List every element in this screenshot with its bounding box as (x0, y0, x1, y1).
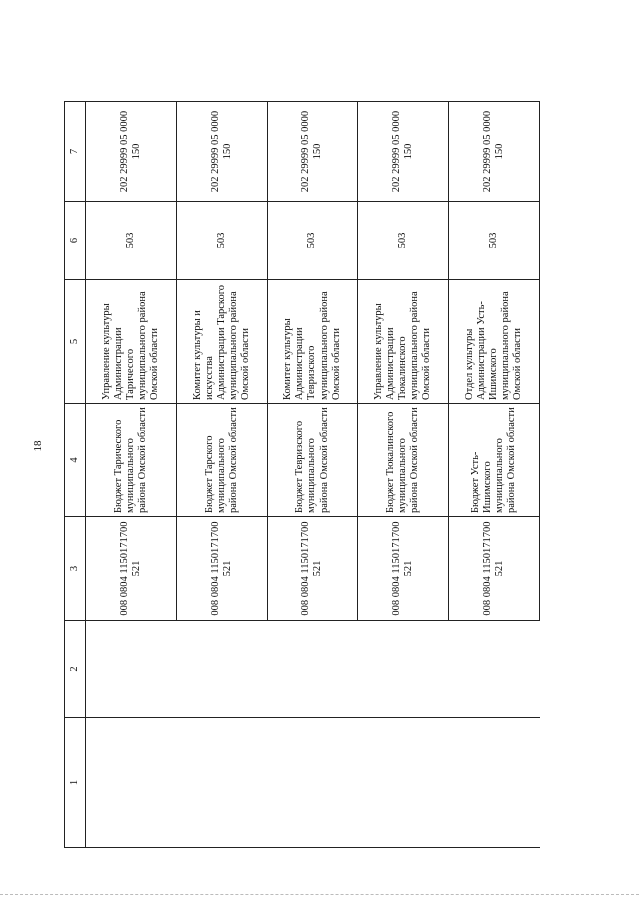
cell-col-2 (267, 621, 358, 718)
cell-budget: Бюджет Тарического муниципального района Омской области (86, 404, 177, 517)
scan-edge-divider (0, 894, 639, 895)
cell-admin-code: 503 (176, 202, 267, 280)
cell-col-2 (86, 621, 177, 718)
cell-revenue-code: 202 29999 05 0000 150 (176, 102, 267, 202)
cell-code: 008 0804 1150171700 521 (86, 517, 177, 621)
cell-revenue-code: 202 29999 05 0000 150 (449, 102, 540, 202)
header-row (65, 102, 86, 848)
cell-admin-code: 503 (449, 202, 540, 280)
table-row (449, 102, 540, 848)
header-col-3: 3 (65, 517, 86, 621)
table-row (267, 102, 358, 848)
cell-administrator: Отдел культуры Администрации Усть-Ишимского муниципального района Омской области (449, 280, 540, 404)
cell-code: 008 0804 1150171700 521 (449, 517, 540, 621)
cell-revenue-code: 202 29999 05 0000 150 (86, 102, 177, 202)
cell-col-1 (176, 718, 267, 848)
cell-col-1 (267, 718, 358, 848)
rotated-table-canvas (64, 102, 540, 848)
cell-col-2 (176, 621, 267, 718)
cell-administrator: Управление культуры Администрации Таричесого муниципального района Омской области (86, 280, 177, 404)
cell-revenue-code: 202 29999 05 0000 150 (267, 102, 358, 202)
header-col-6: 6 (65, 202, 86, 280)
header-col-4: 4 (65, 404, 86, 517)
table-row (176, 102, 267, 848)
cell-code: 008 0804 1150171700 521 (176, 517, 267, 621)
table-row (86, 102, 177, 848)
cell-administrator: Комитет культуры и искусства Администрации Тарского муниципального района Омской области (176, 280, 267, 404)
cell-col-1 (358, 718, 449, 848)
cell-administrator: Управление культуры Администрации Тюкалинского муниципального района Омской области (358, 280, 449, 404)
header-col-5: 5 (65, 280, 86, 404)
cell-revenue-code: 202 29999 05 0000 150 (358, 102, 449, 202)
cell-col-2 (449, 621, 540, 718)
header-col-2: 2 (65, 621, 86, 718)
cell-col-1 (449, 718, 540, 848)
cell-code: 008 0804 1150171700 521 (267, 517, 358, 621)
cell-budget: Бюджет Тарского муниципального района Омской области (176, 404, 267, 517)
cell-admin-code: 503 (86, 202, 177, 280)
budget-table (64, 101, 540, 848)
cell-budget: Бюджет Усть-Ишимского муниципального района Омской области (449, 404, 540, 517)
cell-admin-code: 503 (358, 202, 449, 280)
header-col-7: 7 (65, 102, 86, 202)
cell-budget: Бюджет Тевризского муниципального района Омской области (267, 404, 358, 517)
cell-admin-code: 503 (267, 202, 358, 280)
table-row (358, 102, 449, 848)
cell-administrator: Комитет культуры Администрации Тевризского муниципального района Омской области (267, 280, 358, 404)
cell-code: 008 0804 1150171700 521 (358, 517, 449, 621)
cell-budget: Бюджет Тюкалинского муниципального района Омской области (358, 404, 449, 517)
header-col-1: 1 (65, 718, 86, 848)
page-number: 18 (32, 440, 44, 452)
cell-col-2 (358, 621, 449, 718)
cell-col-1 (86, 718, 177, 848)
